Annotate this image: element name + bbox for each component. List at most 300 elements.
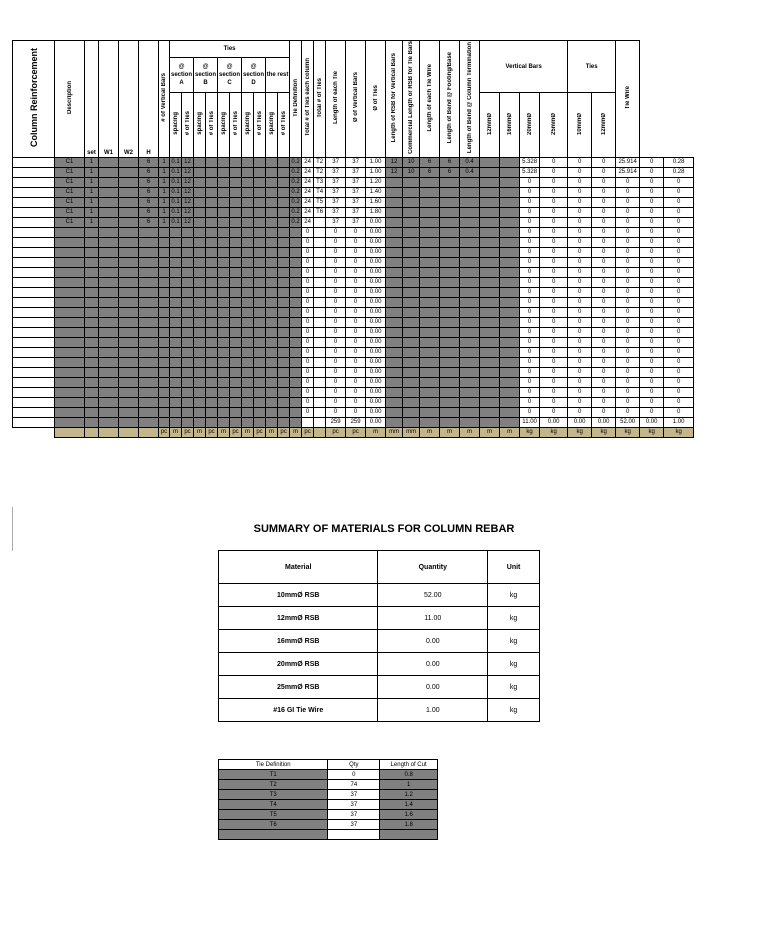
table-cell[interactable]: 0.00 xyxy=(592,417,616,427)
table-cell[interactable] xyxy=(242,207,254,217)
table-cell[interactable] xyxy=(500,407,520,417)
table-cell[interactable]: 0 xyxy=(592,337,616,347)
table-cell[interactable]: 0 xyxy=(326,227,346,237)
table-cell[interactable] xyxy=(55,317,85,327)
table-cell[interactable] xyxy=(254,237,266,247)
table-cell[interactable] xyxy=(182,397,194,407)
table-cell[interactable] xyxy=(139,317,159,327)
table-cell[interactable] xyxy=(218,167,230,177)
table-cell[interactable]: 24 xyxy=(302,187,314,197)
table-cell[interactable]: 0 xyxy=(616,357,640,367)
table-cell[interactable] xyxy=(440,407,460,417)
table-cell[interactable]: 1.80 xyxy=(366,207,386,217)
table-cell[interactable]: 0 xyxy=(302,307,314,317)
table-cell[interactable] xyxy=(254,417,266,427)
table-cell[interactable] xyxy=(119,377,139,387)
table-cell[interactable]: 0 xyxy=(640,317,664,327)
table-cell[interactable] xyxy=(206,217,218,227)
table-cell[interactable] xyxy=(170,247,182,257)
table-cell[interactable] xyxy=(218,317,230,327)
table-cell[interactable] xyxy=(386,277,403,287)
table-cell[interactable] xyxy=(85,247,99,257)
table-cell[interactable] xyxy=(480,357,500,367)
table-cell[interactable] xyxy=(500,317,520,327)
table-cell[interactable]: 0 xyxy=(592,317,616,327)
table-cell[interactable] xyxy=(254,267,266,277)
table-cell[interactable]: 0 xyxy=(568,297,592,307)
table-cell[interactable] xyxy=(403,207,420,217)
table-cell[interactable] xyxy=(278,167,290,177)
table-cell[interactable]: 0 xyxy=(302,367,314,377)
table-cell[interactable] xyxy=(55,367,85,377)
table-cell[interactable] xyxy=(403,277,420,287)
table-cell[interactable] xyxy=(99,287,119,297)
table-cell[interactable] xyxy=(480,397,500,407)
table-cell[interactable] xyxy=(242,417,254,427)
table-cell[interactable] xyxy=(242,277,254,287)
table-cell[interactable]: 0 xyxy=(326,357,346,367)
table-cell[interactable] xyxy=(440,257,460,267)
table-cell[interactable] xyxy=(290,387,302,397)
table-cell[interactable] xyxy=(420,327,440,337)
table-cell[interactable] xyxy=(314,227,326,237)
table-cell[interactable]: 6 xyxy=(420,167,440,177)
table-cell[interactable]: 0.00 xyxy=(366,277,386,287)
table-cell[interactable] xyxy=(290,227,302,237)
table-cell[interactable] xyxy=(170,357,182,367)
table-cell[interactable]: 0 xyxy=(616,347,640,357)
table-cell[interactable] xyxy=(480,297,500,307)
table-cell[interactable] xyxy=(386,347,403,357)
table-cell[interactable] xyxy=(218,397,230,407)
table-cell[interactable] xyxy=(119,367,139,377)
table-cell[interactable]: 0 xyxy=(592,207,616,217)
table-cell[interactable] xyxy=(99,417,119,427)
table-cell[interactable] xyxy=(278,337,290,347)
table-cell[interactable] xyxy=(242,247,254,257)
table-cell[interactable] xyxy=(420,227,440,237)
table-cell[interactable]: 5.328 xyxy=(520,167,540,177)
table-cell[interactable] xyxy=(460,267,480,277)
table-cell[interactable]: 0 xyxy=(346,357,366,367)
table-cell[interactable]: T6 xyxy=(314,207,326,217)
table-cell[interactable] xyxy=(230,407,242,417)
table-cell[interactable]: 0 xyxy=(664,277,694,287)
table-cell[interactable] xyxy=(314,297,326,307)
table-cell[interactable]: 0 xyxy=(592,407,616,417)
table-cell[interactable] xyxy=(278,287,290,297)
table-cell[interactable] xyxy=(314,387,326,397)
table-cell[interactable] xyxy=(314,357,326,367)
table-cell[interactable]: 6 xyxy=(139,167,159,177)
table-cell[interactable]: 0 xyxy=(640,377,664,387)
table-cell[interactable]: 0 xyxy=(592,257,616,267)
table-cell[interactable]: 37 xyxy=(326,217,346,227)
table-cell[interactable] xyxy=(480,177,500,187)
table-cell[interactable] xyxy=(440,297,460,307)
table-cell[interactable]: 0 xyxy=(520,197,540,207)
table-cell[interactable] xyxy=(420,317,440,327)
table-cell[interactable]: 0 xyxy=(616,297,640,307)
table-cell[interactable] xyxy=(420,207,440,217)
table-cell[interactable] xyxy=(159,417,170,427)
table-cell[interactable] xyxy=(218,247,230,257)
table-cell[interactable] xyxy=(460,387,480,397)
table-cell[interactable] xyxy=(242,387,254,397)
table-cell[interactable]: 6 xyxy=(139,207,159,217)
table-cell[interactable]: 0.2 xyxy=(291,159,300,166)
table-cell[interactable]: 0 xyxy=(540,157,568,167)
table-cell[interactable]: 0 xyxy=(326,237,346,247)
table-cell[interactable]: 0.1 xyxy=(171,199,180,206)
table-cell[interactable]: 0.00 xyxy=(366,297,386,307)
table-cell[interactable]: 0 xyxy=(520,327,540,337)
table-cell[interactable] xyxy=(254,367,266,377)
table-cell[interactable] xyxy=(230,157,242,167)
table-cell[interactable] xyxy=(170,267,182,277)
table-cell[interactable] xyxy=(194,417,206,427)
table-cell[interactable] xyxy=(290,317,302,327)
table-cell[interactable] xyxy=(170,227,182,237)
table-cell[interactable] xyxy=(170,337,182,347)
table-cell[interactable] xyxy=(440,217,460,227)
table-cell[interactable] xyxy=(500,367,520,377)
table-cell[interactable] xyxy=(440,317,460,327)
table-cell[interactable]: 1 xyxy=(85,217,99,227)
table-cell[interactable] xyxy=(206,157,218,167)
table-cell[interactable] xyxy=(278,207,290,217)
table-cell[interactable] xyxy=(85,267,99,277)
table-cell[interactable]: 0 xyxy=(520,207,540,217)
table-cell[interactable] xyxy=(440,207,460,217)
table-cell[interactable] xyxy=(194,177,206,187)
table-cell[interactable] xyxy=(194,257,206,267)
table-cell[interactable] xyxy=(119,197,139,207)
table-cell[interactable] xyxy=(278,407,290,417)
table-cell[interactable]: 0.00 xyxy=(366,417,386,427)
table-cell[interactable] xyxy=(290,297,302,307)
table-cell[interactable]: 25.914 xyxy=(616,167,640,177)
table-cell[interactable]: 0 xyxy=(302,347,314,357)
table-cell[interactable]: 12 xyxy=(182,157,194,167)
table-cell[interactable]: 0 xyxy=(664,367,694,377)
table-cell[interactable] xyxy=(242,377,254,387)
table-cell[interactable] xyxy=(182,227,194,237)
table-cell[interactable] xyxy=(230,227,242,237)
table-cell[interactable]: 1 xyxy=(159,207,170,217)
table-cell[interactable]: 0.1 xyxy=(171,189,180,196)
table-cell[interactable] xyxy=(266,207,278,217)
table-cell[interactable] xyxy=(85,287,99,297)
table-cell[interactable] xyxy=(278,237,290,247)
table-cell[interactable] xyxy=(242,407,254,417)
table-cell[interactable]: 6 xyxy=(139,217,159,227)
table-cell[interactable] xyxy=(206,387,218,397)
table-cell[interactable]: 0 xyxy=(326,267,346,277)
table-cell[interactable] xyxy=(242,257,254,267)
table-cell[interactable]: 0 xyxy=(568,377,592,387)
table-cell[interactable]: 0.00 xyxy=(366,267,386,277)
table-cell[interactable]: 0.1 xyxy=(171,179,180,186)
table-cell[interactable]: 12 xyxy=(182,197,194,207)
table-cell[interactable] xyxy=(218,257,230,267)
table-cell[interactable] xyxy=(182,357,194,367)
table-cell[interactable] xyxy=(500,297,520,307)
table-cell[interactable] xyxy=(386,237,403,247)
table-cell[interactable]: 0.00 xyxy=(366,257,386,267)
table-cell[interactable]: 0.2 xyxy=(291,199,300,206)
table-cell[interactable] xyxy=(314,397,326,407)
table-cell[interactable] xyxy=(159,247,170,257)
table-cell[interactable] xyxy=(206,347,218,357)
table-cell[interactable]: 0.00 xyxy=(366,317,386,327)
table-cell[interactable] xyxy=(139,327,159,337)
table-cell[interactable] xyxy=(194,377,206,387)
table-cell[interactable] xyxy=(55,307,85,317)
table-cell[interactable] xyxy=(218,237,230,247)
table-cell[interactable] xyxy=(480,327,500,337)
table-cell[interactable] xyxy=(85,407,99,417)
table-cell[interactable] xyxy=(403,287,420,297)
table-cell[interactable]: 0 xyxy=(568,257,592,267)
table-cell[interactable] xyxy=(119,257,139,267)
table-cell[interactable]: 0 xyxy=(664,307,694,317)
table-cell[interactable]: T4 xyxy=(314,187,326,197)
table-cell[interactable]: 0 xyxy=(616,377,640,387)
table-cell[interactable] xyxy=(85,297,99,307)
table-cell[interactable] xyxy=(500,357,520,367)
table-cell[interactable] xyxy=(440,307,460,317)
table-cell[interactable]: 0.00 xyxy=(640,417,664,427)
table-cell[interactable] xyxy=(266,177,278,187)
table-cell[interactable] xyxy=(314,217,326,227)
table-cell[interactable]: 0 xyxy=(640,297,664,307)
table-cell[interactable] xyxy=(218,197,230,207)
table-cell[interactable]: 1 xyxy=(159,217,170,227)
table-cell[interactable] xyxy=(278,377,290,387)
table-cell[interactable] xyxy=(218,227,230,237)
table-cell[interactable] xyxy=(278,347,290,357)
table-cell[interactable]: 0.1 xyxy=(171,219,180,226)
table-cell[interactable] xyxy=(460,237,480,247)
table-cell[interactable] xyxy=(480,227,500,237)
table-cell[interactable] xyxy=(266,237,278,247)
table-cell[interactable]: 0 xyxy=(568,387,592,397)
table-cell[interactable] xyxy=(218,347,230,357)
table-cell[interactable] xyxy=(99,257,119,267)
table-cell[interactable]: 0 xyxy=(592,367,616,377)
table-cell[interactable] xyxy=(420,267,440,277)
table-cell[interactable] xyxy=(254,287,266,297)
table-cell[interactable] xyxy=(242,227,254,237)
table-cell[interactable]: 1.20 xyxy=(366,177,386,187)
table-cell[interactable] xyxy=(254,187,266,197)
table-cell[interactable]: 0 xyxy=(520,377,540,387)
table-cell[interactable]: 37 xyxy=(346,177,366,187)
table-cell[interactable] xyxy=(182,277,194,287)
table-cell[interactable] xyxy=(119,157,139,167)
table-cell[interactable] xyxy=(139,237,159,247)
table-cell[interactable] xyxy=(194,207,206,217)
table-cell[interactable]: 0.00 xyxy=(366,327,386,337)
table-cell[interactable]: 0.00 xyxy=(568,417,592,427)
table-cell[interactable]: 0.4 xyxy=(460,167,480,177)
table-cell[interactable]: 0 xyxy=(640,387,664,397)
table-cell[interactable] xyxy=(266,397,278,407)
table-cell[interactable] xyxy=(119,357,139,367)
table-cell[interactable] xyxy=(242,267,254,277)
table-cell[interactable]: 0 xyxy=(302,317,314,327)
table-cell[interactable] xyxy=(266,247,278,257)
table-cell[interactable] xyxy=(55,397,85,407)
table-cell[interactable] xyxy=(386,407,403,417)
table-cell[interactable] xyxy=(480,287,500,297)
table-cell[interactable] xyxy=(460,337,480,347)
table-cell[interactable] xyxy=(230,307,242,317)
table-cell[interactable] xyxy=(218,187,230,197)
table-cell[interactable]: 6 xyxy=(139,197,159,207)
table-cell[interactable] xyxy=(206,207,218,217)
table-cell[interactable] xyxy=(290,287,302,297)
table-cell[interactable] xyxy=(230,207,242,217)
table-cell[interactable] xyxy=(242,347,254,357)
table-cell[interactable] xyxy=(139,297,159,307)
table-cell[interactable]: 0 xyxy=(540,357,568,367)
table-cell[interactable] xyxy=(182,307,194,317)
table-cell[interactable] xyxy=(440,287,460,297)
table-cell[interactable]: 0 xyxy=(568,337,592,347)
table-cell[interactable] xyxy=(230,177,242,187)
table-cell[interactable] xyxy=(194,327,206,337)
table-cell[interactable] xyxy=(420,217,440,227)
table-cell[interactable] xyxy=(480,237,500,247)
table-cell[interactable]: 0 xyxy=(346,407,366,417)
table-cell[interactable] xyxy=(119,177,139,187)
table-cell[interactable] xyxy=(85,317,99,327)
table-cell[interactable] xyxy=(139,267,159,277)
table-cell[interactable]: 0 xyxy=(520,357,540,367)
table-cell[interactable]: 0 xyxy=(640,157,664,167)
table-cell[interactable] xyxy=(242,237,254,247)
table-cell[interactable] xyxy=(206,417,218,427)
table-cell[interactable] xyxy=(194,237,206,247)
table-cell[interactable]: 0 xyxy=(520,177,540,187)
table-cell[interactable] xyxy=(254,377,266,387)
table-cell[interactable] xyxy=(242,307,254,317)
table-cell[interactable]: 0 xyxy=(592,347,616,357)
table-cell[interactable]: 0 xyxy=(664,407,694,417)
table-cell[interactable]: 0 xyxy=(568,157,592,167)
table-cell[interactable] xyxy=(55,417,85,427)
table-cell[interactable] xyxy=(230,417,242,427)
table-cell[interactable] xyxy=(99,407,119,417)
table-cell[interactable] xyxy=(386,247,403,257)
table-cell[interactable]: 0 xyxy=(302,237,314,247)
table-cell[interactable] xyxy=(218,367,230,377)
table-cell[interactable] xyxy=(500,277,520,287)
table-cell[interactable]: 0 xyxy=(520,257,540,267)
table-cell[interactable] xyxy=(278,197,290,207)
table-cell[interactable] xyxy=(55,357,85,367)
table-cell[interactable]: 0 xyxy=(592,237,616,247)
table-cell[interactable] xyxy=(500,287,520,297)
table-cell[interactable] xyxy=(480,387,500,397)
table-cell[interactable]: 1 xyxy=(159,177,170,187)
table-cell[interactable] xyxy=(254,307,266,317)
table-cell[interactable] xyxy=(139,417,159,427)
table-cell[interactable] xyxy=(386,207,403,217)
table-cell[interactable]: 0 xyxy=(520,337,540,347)
table-cell[interactable]: 0 xyxy=(520,277,540,287)
table-cell[interactable]: 6 xyxy=(440,157,460,167)
table-cell[interactable] xyxy=(242,287,254,297)
table-cell[interactable] xyxy=(403,267,420,277)
table-cell[interactable]: 0 xyxy=(664,317,694,327)
table-cell[interactable]: 0 xyxy=(302,267,314,277)
table-cell[interactable]: 5.328 xyxy=(520,157,540,167)
table-cell[interactable]: 0 xyxy=(640,307,664,317)
table-cell[interactable]: 0 xyxy=(346,317,366,327)
table-cell[interactable]: 0 xyxy=(664,397,694,407)
table-cell[interactable] xyxy=(254,407,266,417)
table-cell[interactable] xyxy=(314,327,326,337)
table-cell[interactable]: 0 xyxy=(664,377,694,387)
table-cell[interactable]: 37 xyxy=(346,157,366,167)
table-cell[interactable] xyxy=(420,397,440,407)
table-cell[interactable] xyxy=(206,327,218,337)
table-cell[interactable] xyxy=(170,257,182,267)
table-cell[interactable] xyxy=(440,227,460,237)
table-cell[interactable] xyxy=(159,227,170,237)
table-cell[interactable] xyxy=(159,277,170,287)
table-cell[interactable] xyxy=(206,177,218,187)
table-cell[interactable]: 0.00 xyxy=(366,217,386,227)
table-cell[interactable] xyxy=(403,237,420,247)
table-cell[interactable]: 0.00 xyxy=(366,367,386,377)
table-cell[interactable] xyxy=(278,357,290,367)
table-cell[interactable]: 0 xyxy=(540,307,568,317)
table-cell[interactable]: 0.00 xyxy=(366,247,386,257)
table-cell[interactable]: 0 xyxy=(302,257,314,267)
table-cell[interactable] xyxy=(55,387,85,397)
table-cell[interactable] xyxy=(194,347,206,357)
table-cell[interactable] xyxy=(119,267,139,277)
table-cell[interactable] xyxy=(386,257,403,267)
table-cell[interactable]: 0 xyxy=(520,307,540,317)
table-cell[interactable]: 0 xyxy=(346,307,366,317)
table-cell[interactable] xyxy=(242,197,254,207)
table-cell[interactable] xyxy=(170,237,182,247)
table-cell[interactable] xyxy=(290,277,302,287)
table-cell[interactable] xyxy=(290,397,302,407)
table-cell[interactable] xyxy=(254,387,266,397)
table-cell[interactable] xyxy=(159,297,170,307)
table-cell[interactable]: 0.28 xyxy=(664,157,694,167)
table-cell[interactable] xyxy=(242,217,254,227)
table-cell[interactable] xyxy=(500,247,520,257)
table-cell[interactable]: 24 xyxy=(302,177,314,187)
table-cell[interactable]: C1 xyxy=(55,217,85,227)
table-cell[interactable] xyxy=(55,287,85,297)
table-cell[interactable] xyxy=(386,387,403,397)
table-cell[interactable] xyxy=(218,207,230,217)
table-cell[interactable]: 6 xyxy=(139,177,159,187)
table-cell[interactable] xyxy=(85,277,99,287)
table-cell[interactable]: 12 xyxy=(182,187,194,197)
table-cell[interactable]: 0 xyxy=(568,327,592,337)
table-cell[interactable]: 12 xyxy=(386,167,403,177)
table-cell[interactable]: 0.2 xyxy=(291,209,300,216)
